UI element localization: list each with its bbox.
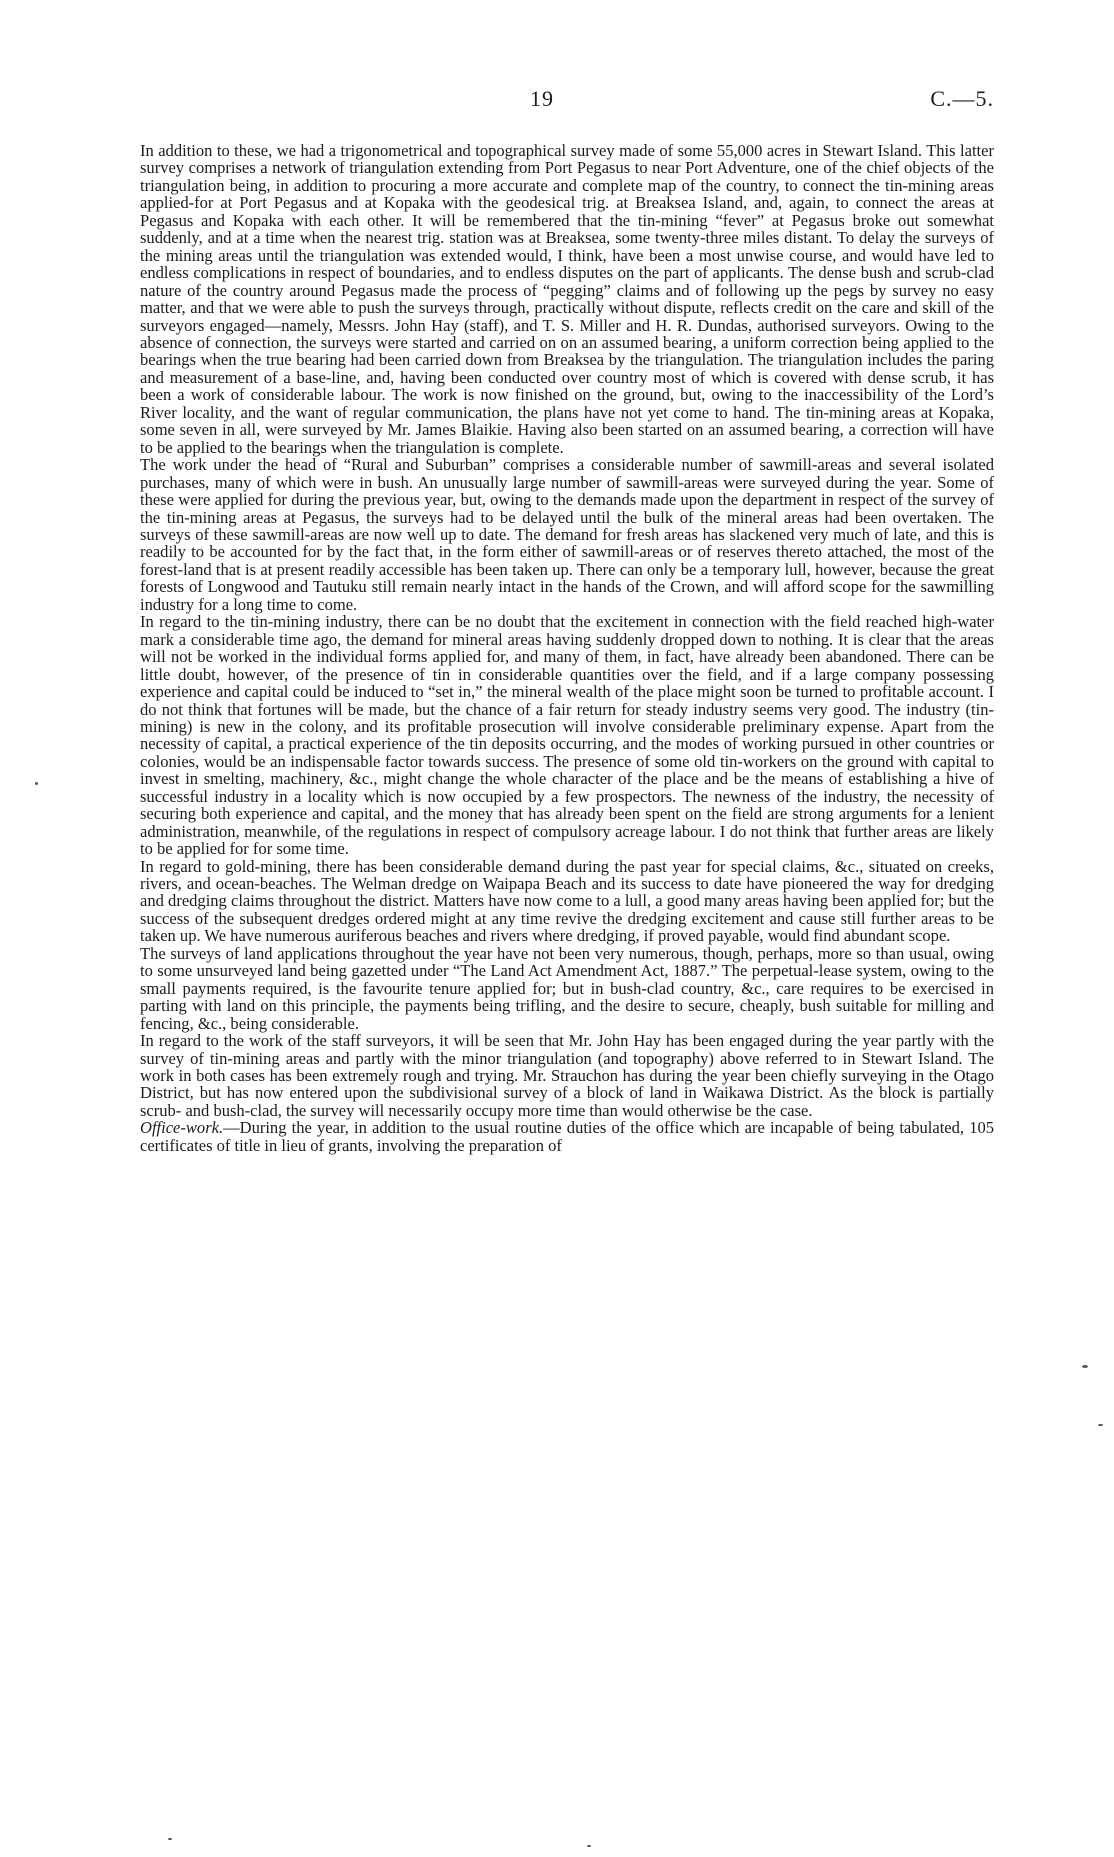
document-reference: C.—5.: [930, 86, 994, 111]
page-number: 19: [530, 86, 554, 111]
scan-speck: [1082, 1365, 1088, 1368]
office-work-text: —During the year, in addition to the usual routine duties of the office which are incapable of being tabulated, 105 certificates of title in lieu of grants, involving the preparation of: [140, 1118, 994, 1155]
paragraph-rural-and-suburban: The work under the head of “Rural and Suburban” comprises a considerable number of sawmill-areas and several isolated purchases, many of which were in bush. An unusually large number of sawmill-areas were surveyed during the year. Some of these were applied for during the previous year, but, owing to the demands made upon the department in respect of the survey of the tin-mining areas at Pegasus, the surveys had to be delayed until the bulk of the mineral areas had been overtaken. The surveys of these sawmill-areas are now well up to date. The demand for fresh areas has slackened very much of late, and this is readily to be accounted for by the fact that, in the form either of sawmill-areas or of reserves thereto attached, the most of the forest-land that is at present readily accessible has been taken up. There can only be a temporary lull, however, because the great forests of Longwood and Tautuku still remain nearly intact in the hands of the Crown, and will afford scope for the sawmilling industry for a long time to come.: [140, 455, 994, 614]
paragraph-stewart-island-survey: In addition to these, we had a trigonometrical and topographical survey made of some 55,000 acres in Stewart Island. This latter survey comprises a network of triangulation extending from Port Pegasus to near Port Adventure, one of the chief objects of the triangulation being, in addition to procuring a more accurate and complete map of the country, to connect the tin-mining areas applied-for at Port Pegasus and at Kopaka with the geodesical trig. at Breaksea Island, and, again, to connect the areas at Pegasus and Kopaka with each other. It will be remembered that the tin-mining “fever” at Pegasus broke out somewhat suddenly, and at a time when the nearest trig. station was at Breaksea, some twenty-three miles distant. To delay the surveys of the mining areas until the triangulation was extended would, I think, have been a most unwise course, and would have led to endless complications in respect of boundaries, and to endless disputes on the part of applicants. The dense bush and scrub-clad nature of the country around Pegasus made the process of “pegging” claims and of following up the pegs by survey no easy matter, and that we were able to push the surveys through, practically without dispute, reflects credit on the care and skill of the surveyors engaged—namely, Messrs. John Hay (staff), and T. S. Miller and H. R. Dundas, authorised surveyors. Owing to the absence of connection, the surveys were started and carried on on an assumed bearing, a uniform correction being applied to the bearings when the true bearing had been carried down from Breaksea by the triangulation. The triangulation includes the paring and measurement of a base-line, and, having been conducted over country most of which is covered with dense scrub, it has been a work of considerable labour. The work is now finished on the ground, but, owing to the inaccessibility of the Lord’s River locality, and the want of regular communication, the plans have not yet come to hand. The tin-mining areas at Kopaka, some seven in all, were surveyed by Mr. James Blaikie. Having also been started on an assumed bearing, a correction will have to be applied to the bearings when the triangulation is complete.: [140, 141, 994, 457]
office-work-heading: Office-work.: [140, 1118, 224, 1138]
scan-speck: [587, 1845, 591, 1847]
paragraph-staff-surveyors: In regard to the work of the staff surveyors, it will be seen that Mr. John Hay has been engaged during the year partly with the survey of tin-mining areas and partly with the minor triangulation (and topography) above referred to in Stewart Island. The work in both cases has been extremely rough and trying. Mr. Strauchon has during the year been chiefly surveying in the Otago District, but has now entered upon the subdivisional survey of a block of land in Waikawa District. As the block is partially scrub- and bush-clad, the survey will necessarily occupy more time than would otherwise be the case.: [140, 1031, 994, 1120]
paragraph-gold-mining: In regard to gold-mining, there has been considerable demand during the past year for special claims, &c., situated on creeks, rivers, and ocean-beaches. The Welman dredge on Waipapa Beach and its success to date have pioneered the way for dredging and dredging claims throughout the district. Matters have now come to a lull, a good many areas having been applied for; but the success of the subsequent dredges ordered might at any time revive the dredging excitement and cause still further areas to be taken up. We have numerous auriferous beaches and rivers where dredging, if proved payable, would find abundant scope.: [140, 856, 994, 946]
page-header: [0, 86, 1114, 122]
scan-speck: [35, 782, 38, 785]
paragraph-office-work: [140, 1119, 994, 1154]
scan-speck: [168, 1838, 172, 1840]
scan-speck: [1098, 1424, 1103, 1426]
report-body: [140, 142, 994, 1154]
paragraph-land-applications: The surveys of land applications throughout the year have not been very numerous, though, perhaps, more so than usual, owing to some unsurveyed land being gazetted under “The Land Act Amendment Act, 1887.” The perpetual-lease system, owing to the small payments required, is the favourite tenure applied for; but in bush-clad country, &c., care requires to be exercised in parting with land on this principle, the payments being trifling, and the desire to secure, cheaply, bush suitable for milling and fencing, &c., being considerable.: [140, 943, 994, 1033]
paragraph-tin-mining: In regard to the tin-mining industry, there can be no doubt that the excitement in connection with the field reached high-water mark a considerable time ago, the demand for mineral areas having suddenly dropped down to nothing. It is clear that the areas will not be worked in the individual forms applied for, and many of them, in fact, have already been abandoned. There can be little doubt, however, of the presence of tin in considerable quantities over the field, and if a large company possessing experience and capital could be induced to “set in,” the mineral wealth of the place might soon be turned to profitable account. I do not think that fortunes will be made, but the chance of a fair return for steady industry seems very good. The industry (tin-mining) is new in the colony, and its profitable prosecution will involve considerable preliminary expense. Apart from the necessity of capital, a practical experience of the tin deposits occurring, and the modes of working pursued in other countries or colonies, would be an indispensable factor towards success. The presence of some old tin-workers on the ground with capital to invest in smelting, machinery, &c., might change the whole character of the place and be the means of establishing a hive of successful industry in a locality which is now occupied by a few prospectors. The newness of the industry, the necessity of securing both experience and capital, and the money that has already been spent on the field are strong arguments for a lenient administration, meanwhile, of the regulations in respect of compulsory acreage labour. I do not think that further areas are likely to be applied for for some time.: [140, 612, 994, 859]
